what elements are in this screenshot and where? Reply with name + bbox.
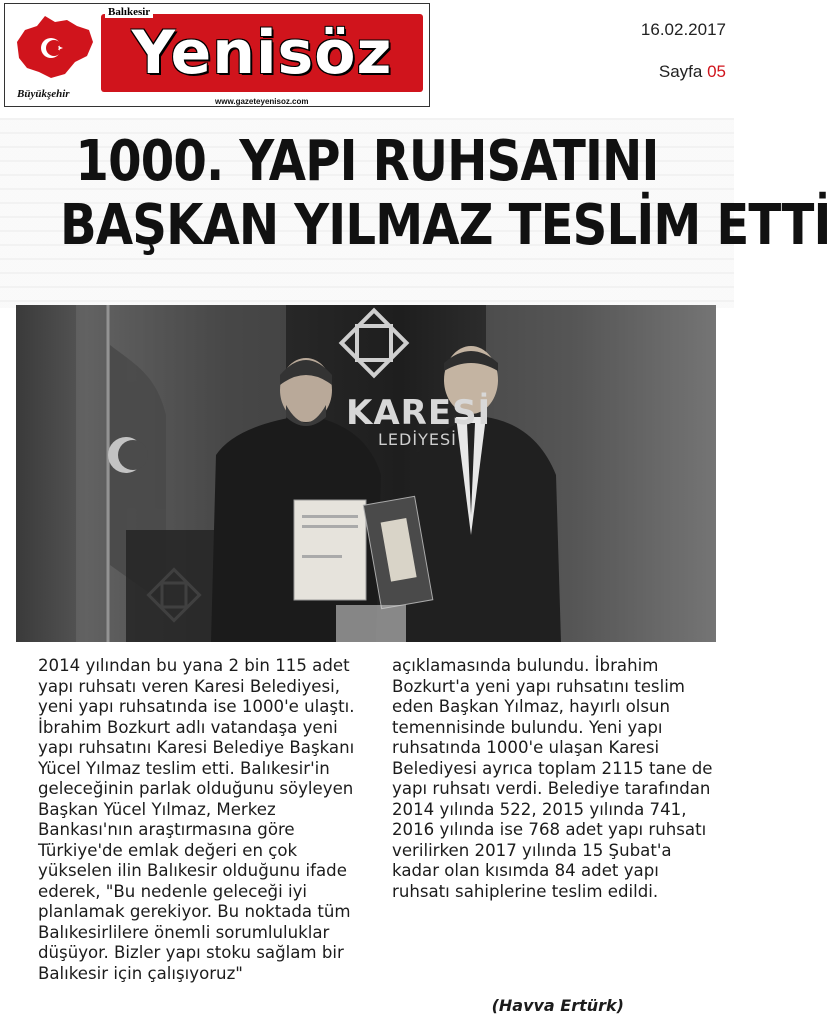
article-paragraph: 2014 yılından bu yana 2 bin 115 adet yapı ruhsatı veren Karesi Belediyesi, yeni yapı ruhsatında ise 1000'e ulaştı. İbrahim Bozkurt adlı vatandaşa yeni yapı ruhsatını Karesi Belediye Başkanı Yücel Yılmaz teslim etti. Balıkesir'in geleceğinin parlak olduğunu söyleyen Başkan Yücel Yılmaz, Merkez Bankası'nın araştırmasına göre Türkiye'de emlak değeri en çok yükselen ilin Balıkesir olduğunu ifade ederek, "Bu nedenle geleceği iyi planlamak gerekiyor. Bu noktada tüm Balıkesirlilere önemli sorumluluklar düşüyor. Bizler yapı stoku sağlam bir Balıkesir için çalışıyoruz" açıklamasında bulundu. İbrahim Bozkurt'a yeni yapı ruhsatını teslim eden Başkan Yılmaz, hayırlı olsun temennisinde bulundu. Yeni yapı ruhsatında 1000'e ulaşan Karesi Belediyesi ayrıca toplam 2115 tane de yapı ruhsatı verdi. Belediye tarafından 2014 yılında 522, 2015 yılında 741, 2016 yılında ise 768 adet yapı ruhsatı verilirken 2017 yılında 15 Şubat'a kadar olan kısımda 84 adet yapı ruhsatı sahiplerine teslim edildi. [38,656,713,983]
newspaper-name: Yenisöz [131,18,393,88]
article-author: (Havva Ertürk) [491,996,624,1015]
headline-line-1: 1000. YAPI RUHSATINI [75,129,659,194]
wall-sign-sub: LEDİYESİ [378,430,457,449]
city-label: Balıkesir [105,6,153,18]
headline-line-2: BAŞKAN YILMAZ TESLİM ETTİ [59,193,831,258]
page-label: Sayfa [658,62,703,81]
article-body [38,656,718,988]
newspaper-url: www.gazeteyenisoz.com [215,97,309,106]
wall-sign: KARESİ [346,393,492,433]
article-photo [16,305,716,642]
ornament-icon [341,310,406,375]
page-number: 05 [707,62,726,81]
issue-date: 16.02.2017 [640,20,726,39]
license-document [294,500,366,600]
headline [59,129,831,258]
page-indicator [659,62,726,82]
masthead [4,3,430,107]
region-label: Büyükşehir [17,88,70,100]
turkey-map-flag-icon [11,12,97,86]
brand-box [101,14,423,92]
